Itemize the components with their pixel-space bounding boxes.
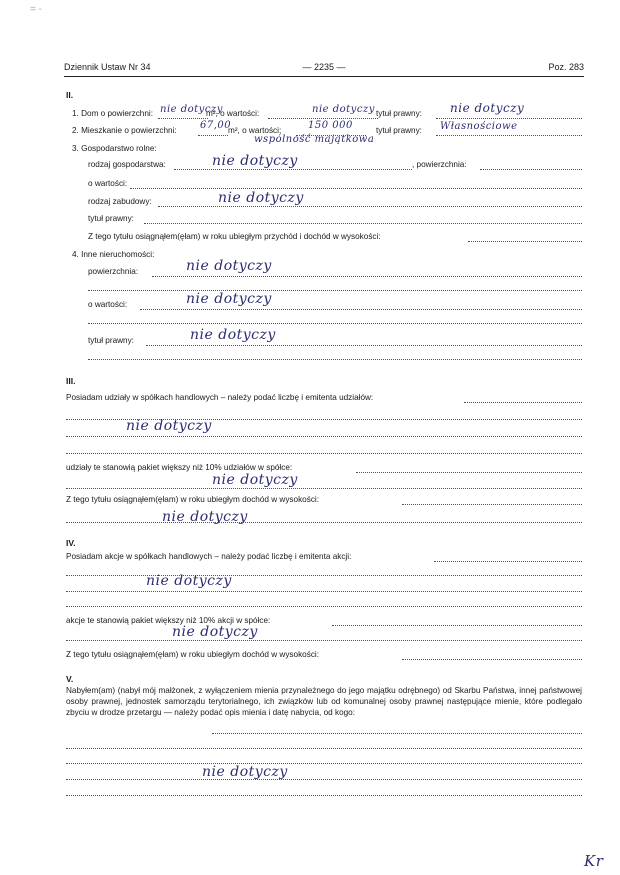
shares-label: Posiadam udziały w spółkach handlowych – należy podać liczbę i emitenta udziałów: [66, 393, 374, 402]
farm-worth-line [130, 188, 582, 189]
farm-area-line [480, 169, 582, 170]
other-worth-line-2 [88, 323, 582, 324]
acquisition-value: nie dotyczy [202, 764, 288, 780]
stocks-line [434, 561, 582, 562]
corner-initials: Kr [584, 852, 604, 870]
acquisition-line [212, 733, 582, 734]
farm-income-line [468, 241, 582, 242]
stocks-packet-value: nie dotyczy [172, 624, 258, 640]
flat-ownership-note: wspólność majątkowa [254, 134, 375, 145]
shares-income-line-2 [66, 522, 582, 523]
stocks-packet-line [332, 625, 582, 626]
other-title-value: nie dotyczy [190, 327, 276, 343]
position-number: Poz. 283 [548, 62, 584, 72]
other-worth-line [140, 309, 582, 310]
section-iii-heading: III. [66, 376, 76, 386]
flat-value-label: m², o wartości: [228, 126, 282, 135]
house-title-value: nie dotyczy [450, 101, 525, 115]
other-title-line [146, 345, 582, 346]
stocks-value: nie dotyczy [146, 573, 232, 589]
house-value-value: nie dotyczy [312, 104, 375, 115]
shares-packet-value: nie dotyczy [212, 472, 298, 488]
farm-building-line [158, 206, 582, 207]
shares-line-4 [66, 453, 582, 454]
stocks-income-label: Z tego tytułu osiągnąłem(ęłam) w roku ubiegłym dochód w wysokości: [66, 650, 320, 659]
farm-building-value: nie dotyczy [218, 190, 304, 206]
shares-packet-label: udziały te stanowią pakiet większy niż 10% udziałów w spółce: [66, 463, 293, 472]
flat-value-value: 150 000 [308, 120, 353, 131]
stocks-packet-label: akcje te stanowią pakiet większy niż 10% akcji w spółce: [66, 616, 271, 625]
page-number: — 2235 — [302, 62, 346, 72]
flat-area-value: 67,00 [200, 120, 232, 131]
other-area-line-2 [88, 290, 582, 291]
other-title-label: tytuł prawny: [88, 336, 134, 345]
farm-type-label: rodzaj gospodarstwa: [88, 160, 166, 169]
flat-title-value: Własnościowe [440, 121, 518, 132]
house-title-label: tytuł prawny: [376, 109, 422, 118]
stocks-packet-line-2 [66, 640, 582, 641]
property-acquisition-text: Nabyłem(am) (nabył mój małżonek, z wyłączeniem mienia przynależnego do jego majątku odrębnego) od Skarbu Państwa, innej państwowej osoby prawnej, jednostek samorządu terytorialnego, ich związków lub od komunalnej osoby prawnej następujące mienie, które podlegało zbyciu w drodze przetargu — należy podać opis mienia i datę nabycia, od kogo: [66, 686, 582, 717]
house-area-line [158, 118, 208, 119]
shares-income-label: Z tego tytułu osiągnąłem(ęłam) w roku ubiegłym dochód w wysokości: [66, 495, 320, 504]
shares-value: nie dotyczy [126, 418, 212, 434]
house-value-label: m², o wartości: [206, 109, 260, 118]
stocks-income-line [402, 659, 582, 660]
stocks-line-2 [66, 575, 582, 576]
section-v-heading: V. [66, 674, 74, 684]
house-value-line [268, 118, 378, 119]
page-header [64, 62, 584, 77]
farm-income-label: Z tego tytułu osiągnąłem(ęłam) w roku ubiegłym przychód i dochód w wysokości: [88, 232, 381, 241]
flat-area-label: 2. Mieszkanie o powierzchni: [72, 126, 177, 135]
stocks-line-4 [66, 606, 582, 607]
house-area-value: nie dotyczy [160, 104, 223, 115]
shares-income-value: nie dotyczy [162, 509, 248, 525]
other-area-line [152, 276, 582, 277]
other-worth-label: o wartości: [88, 300, 128, 309]
house-title-line [436, 118, 582, 119]
farm-area-label: , powierzchnia: [412, 160, 467, 169]
shares-packet-line-2 [66, 488, 582, 489]
acquisition-line-3 [66, 763, 582, 764]
shares-line-3 [66, 436, 582, 437]
house-area-label: 1. Dom o powierzchni: [72, 109, 153, 118]
shares-packet-line [356, 472, 582, 473]
flat-area-line [198, 135, 228, 136]
farm-label: 3. Gospodarstwo rolne: [72, 144, 157, 153]
acquisition-line-5 [66, 795, 582, 796]
stocks-line-3 [66, 591, 582, 592]
other-area-label: powierzchnia: [88, 267, 139, 276]
shares-income-line [402, 504, 582, 505]
acquisition-line-4 [66, 779, 582, 780]
journal-title: Dziennik Ustaw Nr 34 [64, 62, 151, 72]
other-title-line-2 [88, 359, 582, 360]
flat-title-label: tytuł prawny: [376, 126, 422, 135]
acquisition-line-2 [66, 748, 582, 749]
other-property-label: 4. Inne nieruchomości: [72, 250, 155, 259]
farm-title-line [144, 223, 582, 224]
stocks-label: Posiadam akcje w spółkach handlowych – należy podać liczbę i emitenta akcji: [66, 552, 352, 561]
other-area-value: nie dotyczy [186, 258, 272, 274]
farm-building-label: rodzaj zabudowy: [88, 197, 152, 206]
section-iv-heading: IV. [66, 538, 76, 548]
farm-title-label: tytuł prawny: [88, 214, 134, 223]
farm-worth-label: o wartości: [88, 179, 128, 188]
farm-type-line [174, 169, 412, 170]
other-worth-value: nie dotyczy [186, 291, 272, 307]
top-margin-mark: = - [30, 4, 42, 15]
flat-title-line [436, 135, 582, 136]
farm-type-value: nie dotyczy [212, 153, 298, 169]
section-ii-heading: II. [66, 90, 74, 100]
shares-line [464, 402, 582, 403]
